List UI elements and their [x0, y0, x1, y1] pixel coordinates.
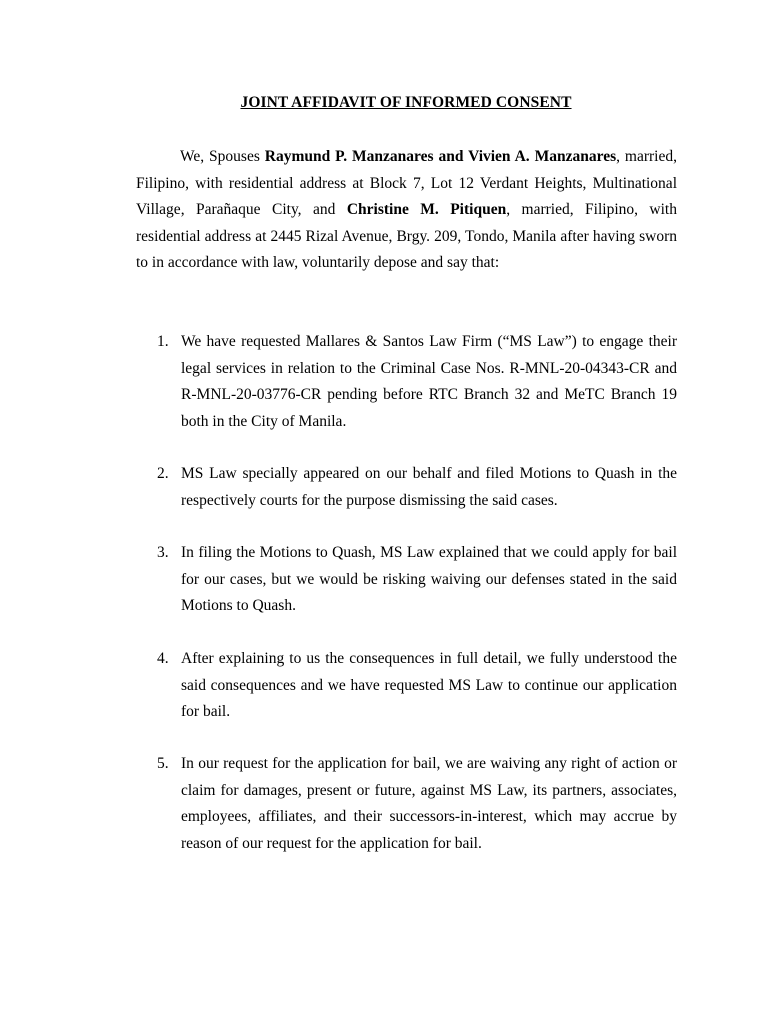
list-item-number: 3.	[157, 544, 169, 561]
list-item-text: MS Law specially appeared on our behalf and filed Motions to Quash in the respectively courts for the purpose dismissing the said cases.	[181, 465, 677, 509]
document-title: JOINT AFFIDAVIT OF INFORMED CONSENT	[240, 94, 572, 111]
list-item-number: 1.	[157, 333, 169, 350]
list-item	[136, 461, 677, 514]
intro-opening: We, Spouses	[180, 148, 265, 165]
list-item-text: In filing the Motions to Quash, MS Law explained that we could apply for bail for our cases, but we would be risking waiving our defenses stated in the said Motions to Quash.	[181, 544, 677, 614]
list-item-number: 5.	[157, 755, 169, 772]
affiant-name-third: Christine M. Pitiquen	[346, 201, 507, 218]
affiant-names-spouses: Raymund P. Manzanares and Vivien A. Manzanares	[264, 148, 617, 165]
intro-paragraph	[136, 144, 677, 277]
intro-middle: , married, Filipino, with residential address at Block 7, Lot 12 Verdant Heights, Multinational Village, Parañaque City, and	[136, 148, 677, 218]
list-item	[136, 329, 677, 435]
list-item	[136, 751, 677, 857]
list-item-text: We have requested Mallares & Santos Law Firm (“MS Law”) to engage their legal services in relation to the Criminal Case Nos. R-MNL-20-04343-CR and R-MNL-20-03776-CR pending before RTC Branch 32 and MeTC Branch 19 both in the City of Manila.	[181, 333, 677, 430]
list-item-text: After explaining to us the consequences in full detail, we fully understood the said consequences and we have requested MS Law to continue our application for bail.	[181, 650, 677, 720]
list-item-number: 2.	[157, 465, 169, 482]
list-item	[136, 540, 677, 620]
list-item-text: In our request for the application for bail, we are waiving any right of action or claim for damages, present or future, against MS Law, its partners, associates, employees, affiliates, and their successors-in-interest, which may accrue by reason of our request for the application for bail.	[181, 755, 677, 852]
list-item	[136, 646, 677, 726]
intro-closing: , married, Filipino, with residential address at 2445 Rizal Avenue, Brgy. 209, Tondo, Manila after having sworn to in accordance with law, voluntarily depose and say that:	[136, 201, 677, 271]
list-item-number: 4.	[157, 650, 169, 667]
